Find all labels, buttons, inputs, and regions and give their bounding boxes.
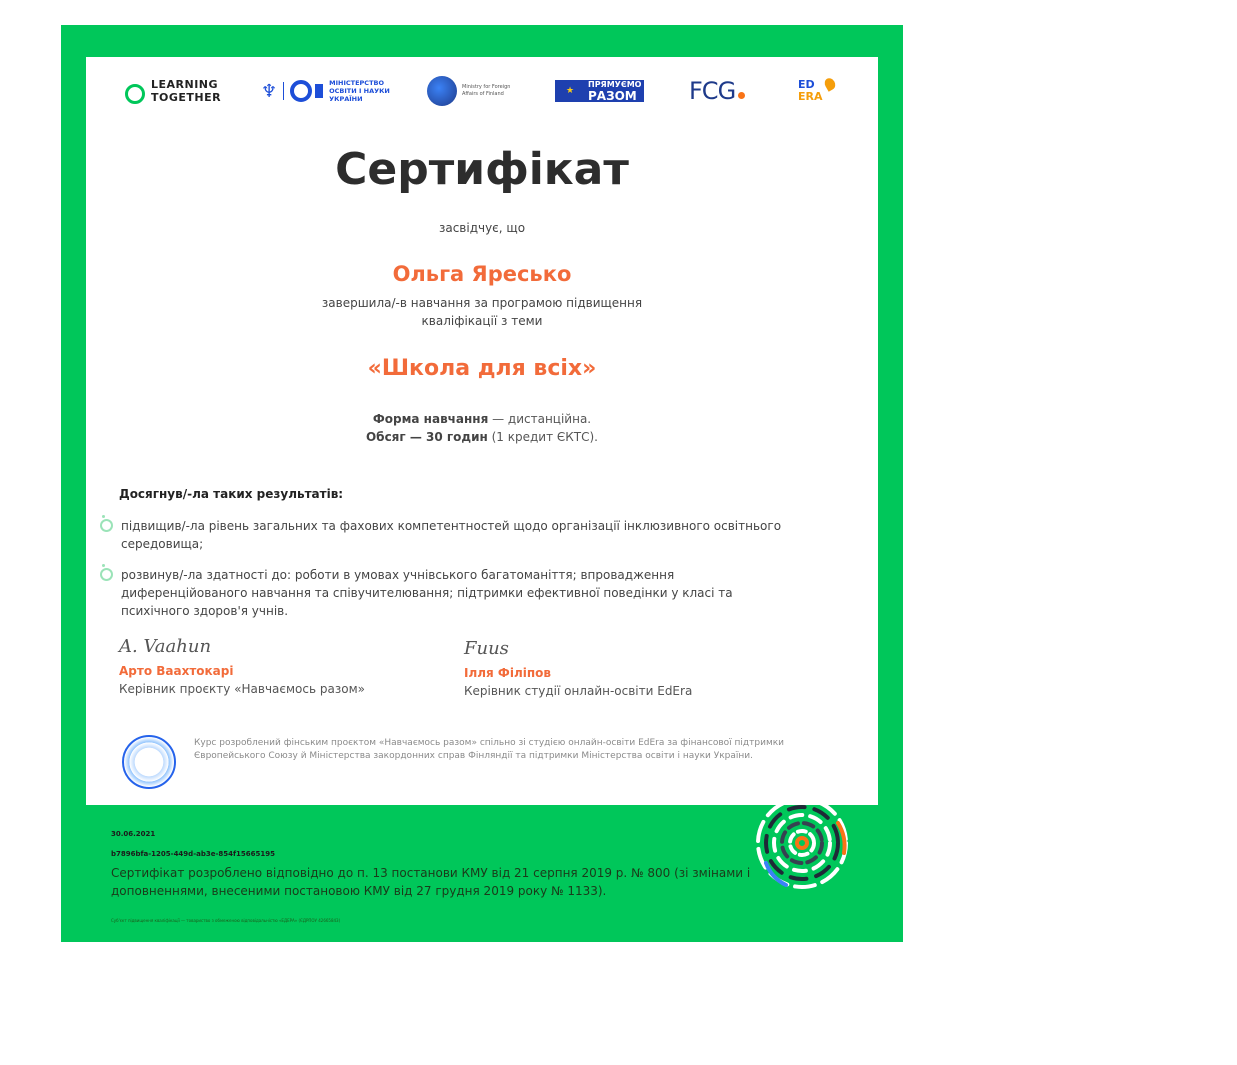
eu-slogan	[585, 80, 644, 102]
learning-together-icon	[125, 84, 145, 104]
bullet-icon	[100, 519, 113, 532]
official-seal	[122, 735, 176, 789]
handwritten-signature: A. Vaahun	[119, 636, 212, 657]
edera-era: ERA	[798, 90, 823, 103]
result-item	[100, 517, 800, 553]
fcg-logo	[689, 70, 745, 112]
result-text: підвищив/-ла рівень загальних та фахових компетентностей щодо організації інклюзивного освітнього середовища;	[121, 519, 782, 551]
completion-line-1: завершила/-в навчання за програмою підвищення	[321, 296, 643, 310]
ministry-education-text: МІНІСТЕРСТВО ОСВІТИ І НАУКИ УКРАЇНИ	[329, 79, 390, 103]
result-item	[100, 566, 800, 620]
certificate-id: b7896bfa-1205-449d-ab3e-854f15665195	[111, 850, 275, 858]
mon-square-icon	[315, 84, 323, 98]
eu-logo	[555, 70, 644, 112]
recipient-name: Ольга Яресько	[392, 262, 572, 286]
ministry-foreign-affairs-text: Ministry for Foreign Affairs of Finland	[462, 84, 511, 97]
results-title: Досягнув/-ла таких результатів:	[119, 487, 344, 501]
trident-icon: ♆	[261, 80, 278, 102]
fcg-text: FCG	[689, 77, 736, 105]
course-title: «Школа для всіх»	[367, 356, 597, 381]
globe-icon	[427, 76, 457, 106]
legal-note: Сертифікат розроблено відповідно до п. 13 постанови КМУ від 21 серпня 2019 р. № 800 (зі змінами і доповненнями, внесеними постановою КМУ від 27 грудня 2019 року № 1133).	[111, 866, 751, 898]
edera-logo	[798, 70, 835, 112]
handwritten-signature: Fuus	[464, 638, 509, 659]
issue-date: 30.06.2021	[111, 830, 156, 838]
signature-block	[119, 636, 365, 696]
provider-note: Суб'єкт підвищення кваліфікації — товариство з обмеженою відповідальністю «ЕДЕРА» (ЄДРПОУ 42665843)	[111, 918, 341, 923]
edera-flame-icon	[822, 76, 837, 91]
ministry-foreign-affairs-logo	[427, 70, 512, 112]
partner-logos	[120, 70, 850, 112]
course-meta	[86, 410, 878, 446]
bullet-icon	[100, 568, 113, 581]
learning-together-text: LEARNING TOGETHER	[151, 78, 222, 104]
certificate-title: Сертифікат	[335, 144, 629, 195]
learning-together-logo	[125, 70, 221, 112]
ministry-education-logo	[261, 70, 399, 112]
form-label: Форма навчання	[372, 412, 489, 426]
edera-ed: ED	[798, 78, 815, 91]
eu-slogan-line1: ПРЯМУЄМО	[588, 80, 642, 89]
signature-block	[464, 638, 692, 698]
volume-label: Обсяг — 30 годин	[365, 430, 488, 444]
completion-text	[300, 294, 664, 330]
fcg-dot-icon	[738, 92, 745, 99]
form-value: — дистанційна.	[488, 412, 592, 426]
mon-circle-icon	[290, 80, 312, 102]
signatory-role: Керівник студії онлайн-освіти EdEra	[464, 684, 693, 698]
witness-text: засвідчує, що	[438, 221, 526, 235]
eu-flag-icon: ★	[555, 80, 585, 102]
logo-divider	[283, 82, 284, 100]
signatory-name: Ілля Філіпов	[464, 666, 551, 680]
swirl-decoration	[746, 793, 858, 893]
course-footnote: Курс розроблений фінським проєктом «Навчаємось разом» спільно зі студією онлайн-освіти EdEra за фінансової підтримки Європейського Союзу й Міністерства закордонних справ Фінляндії та підтримки Міністерства освіти і науки України.	[194, 738, 785, 761]
completion-line-2: кваліфікації з теми	[421, 314, 543, 328]
eu-slogan-line2: РАЗОМ	[588, 89, 637, 103]
volume-value: (1 кредит ЄКТС).	[487, 430, 598, 444]
signatory-name: Арто Ваахтокарі	[119, 664, 234, 678]
edera-text	[798, 79, 823, 103]
result-text: розвинув/-ла здатності до: роботи в умовах учнівського багатоманіття; впровадження диференційованого навчання та співучителювання; підтримки ефективної поведінки у класі та психічного здоров'я учнів.	[121, 568, 733, 618]
signatory-role: Керівник проєкту «Навчаємось разом»	[119, 682, 365, 696]
